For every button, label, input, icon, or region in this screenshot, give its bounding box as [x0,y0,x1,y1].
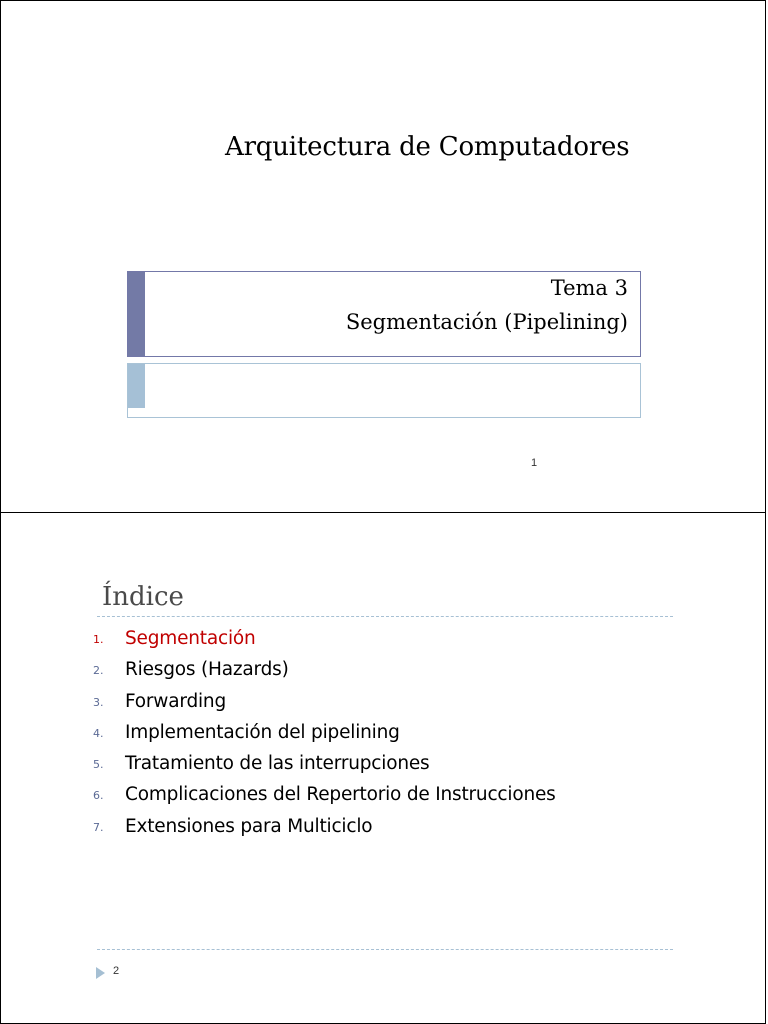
presentation-title: Arquitectura de Computadores [225,132,630,162]
toc-item-number: 7. [93,820,104,834]
toc-item-label: Segmentación [125,628,256,649]
triangle-bullet-icon [96,967,105,979]
toc-item-number: 3. [93,695,104,709]
toc-item-label: Extensiones para Multiciclo [125,815,373,837]
slide-2 [0,512,766,1024]
subtitle-box [127,271,641,357]
footer-divider [97,949,673,950]
page-number: 1 [531,457,538,469]
toc-item-label: Riesgos (Hazards) [125,659,289,681]
toc-item-label: Forwarding [125,690,227,712]
toc-item-label: Implementación del pipelining [125,721,400,743]
toc-item-number: 1. [93,633,104,646]
lower-accent-bar [128,364,145,408]
toc-item-label: Tratamiento de las interrupciones [125,753,430,775]
page-number: 2 [113,965,120,977]
toc-item-label: Complicaciones del Repertorio de Instrucciones [125,784,556,806]
topic-title: Segmentación (Pipelining) [345,310,628,334]
title-divider [97,616,673,617]
topic-number: Tema 3 [550,276,628,300]
empty-subtitle-box [127,363,641,418]
toc-item-number: 4. [93,726,104,740]
toc-item-number: 2. [93,664,104,678]
index-title: Índice [102,582,184,612]
toc-item-number: 6. [93,789,104,803]
subtitle-accent-bar [128,272,145,356]
toc-item-number: 5. [93,758,104,772]
